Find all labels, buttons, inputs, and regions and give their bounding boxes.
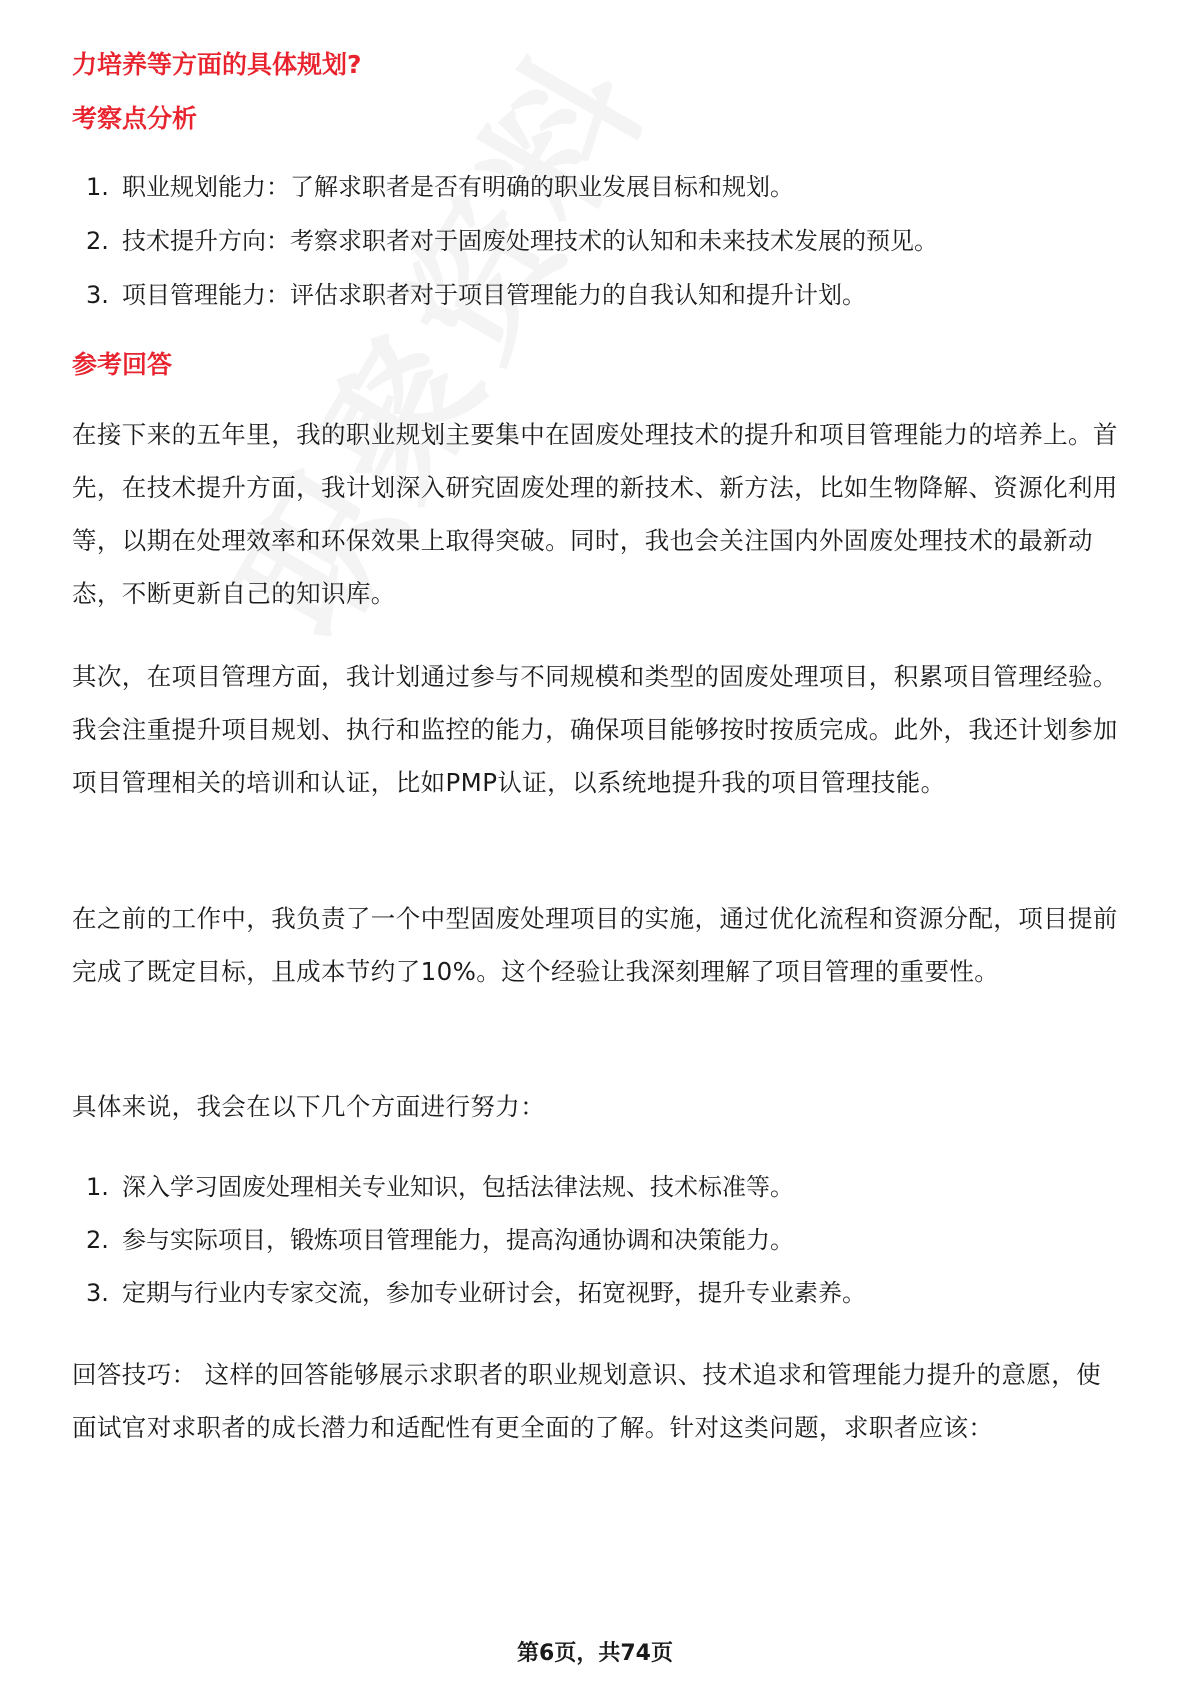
answer-paragraph-3: 在之前的工作中，我负责了一个中型固废处理项目的实施，通过优化流程和资源分配，项目提前完成了既定目标，且成本节约了10%。这个经验让我深刻理解了项目管理的重要性。 bbox=[72, 904, 1118, 986]
list-number: 1. bbox=[86, 173, 109, 201]
list-item bbox=[86, 280, 866, 310]
list-item bbox=[86, 1225, 794, 1255]
answer-tips: 回答技巧： 这样的回答能够展示求职者的职业规划意识、技术追求和管理能力提升的意愿，使面试官对求职者的成长潜力和适配性有更全面的了解。针对这类问题，求职者应该： bbox=[72, 1360, 1102, 1442]
list-number: 3. bbox=[86, 1279, 109, 1307]
list-item-text: 深入学习固废处理相关专业知识，包括法律法规、技术标准等。 bbox=[122, 1173, 794, 1201]
list-number: 2. bbox=[86, 227, 109, 255]
list-item bbox=[86, 226, 938, 256]
list-item-text: 职业规划能力：了解求职者是否有明确的职业发展目标和规划。 bbox=[122, 173, 794, 201]
list-item-text: 定期与行业内专家交流，参加专业研讨会，拓宽视野，提升专业素养。 bbox=[122, 1279, 866, 1307]
list-item bbox=[86, 172, 794, 202]
list-number: 2. bbox=[86, 1226, 109, 1254]
list-number: 3. bbox=[86, 281, 109, 309]
answer-paragraph-1: 在接下来的五年里，我的职业规划主要集中在固废处理技术的提升和项目管理能力的培养上。首先，在技术提升方面，我计划深入研究固废处理的新技术、新方法，比如生物降解、资源化利用等，以期在处理效率和环保效果上取得突破。同时，我也会关注国内外固废处理技术的最新动态，不断更新自己的知识库。 bbox=[72, 420, 1118, 608]
section-heading-reference-answer: 参考回答 bbox=[72, 350, 173, 379]
list-item-text: 技术提升方向：考察求职者对于固废处理技术的认知和未来技术发展的预见。 bbox=[122, 227, 938, 255]
question-title-continuation: 力培养等方面的具体规划? bbox=[72, 50, 362, 79]
list-number: 1. bbox=[86, 1173, 109, 1201]
list-item bbox=[86, 1172, 794, 1202]
list-item-text: 参与实际项目，锻炼项目管理能力，提高沟通协调和决策能力。 bbox=[122, 1226, 794, 1254]
answer-paragraph-2: 其次，在项目管理方面，我计划通过参与不同规模和类型的固废处理项目，积累项目管理经验。我会注重提升项目规划、执行和监控的能力，确保项目能够按时按质完成。此外，我还计划参加项目管理相关的培训和认证，比如PMP认证，以系统地提升我的项目管理技能。 bbox=[72, 662, 1118, 797]
list-item bbox=[86, 1278, 866, 1308]
answer-paragraph-4: 具体来说，我会在以下几个方面进行努力： bbox=[72, 1092, 546, 1121]
list-item-text: 项目管理能力：评估求职者对于项目管理能力的自我认知和提升计划。 bbox=[122, 281, 866, 309]
section-heading-analysis: 考察点分析 bbox=[72, 104, 198, 133]
page-footer: 第6页，共74页 bbox=[517, 1641, 673, 1666]
